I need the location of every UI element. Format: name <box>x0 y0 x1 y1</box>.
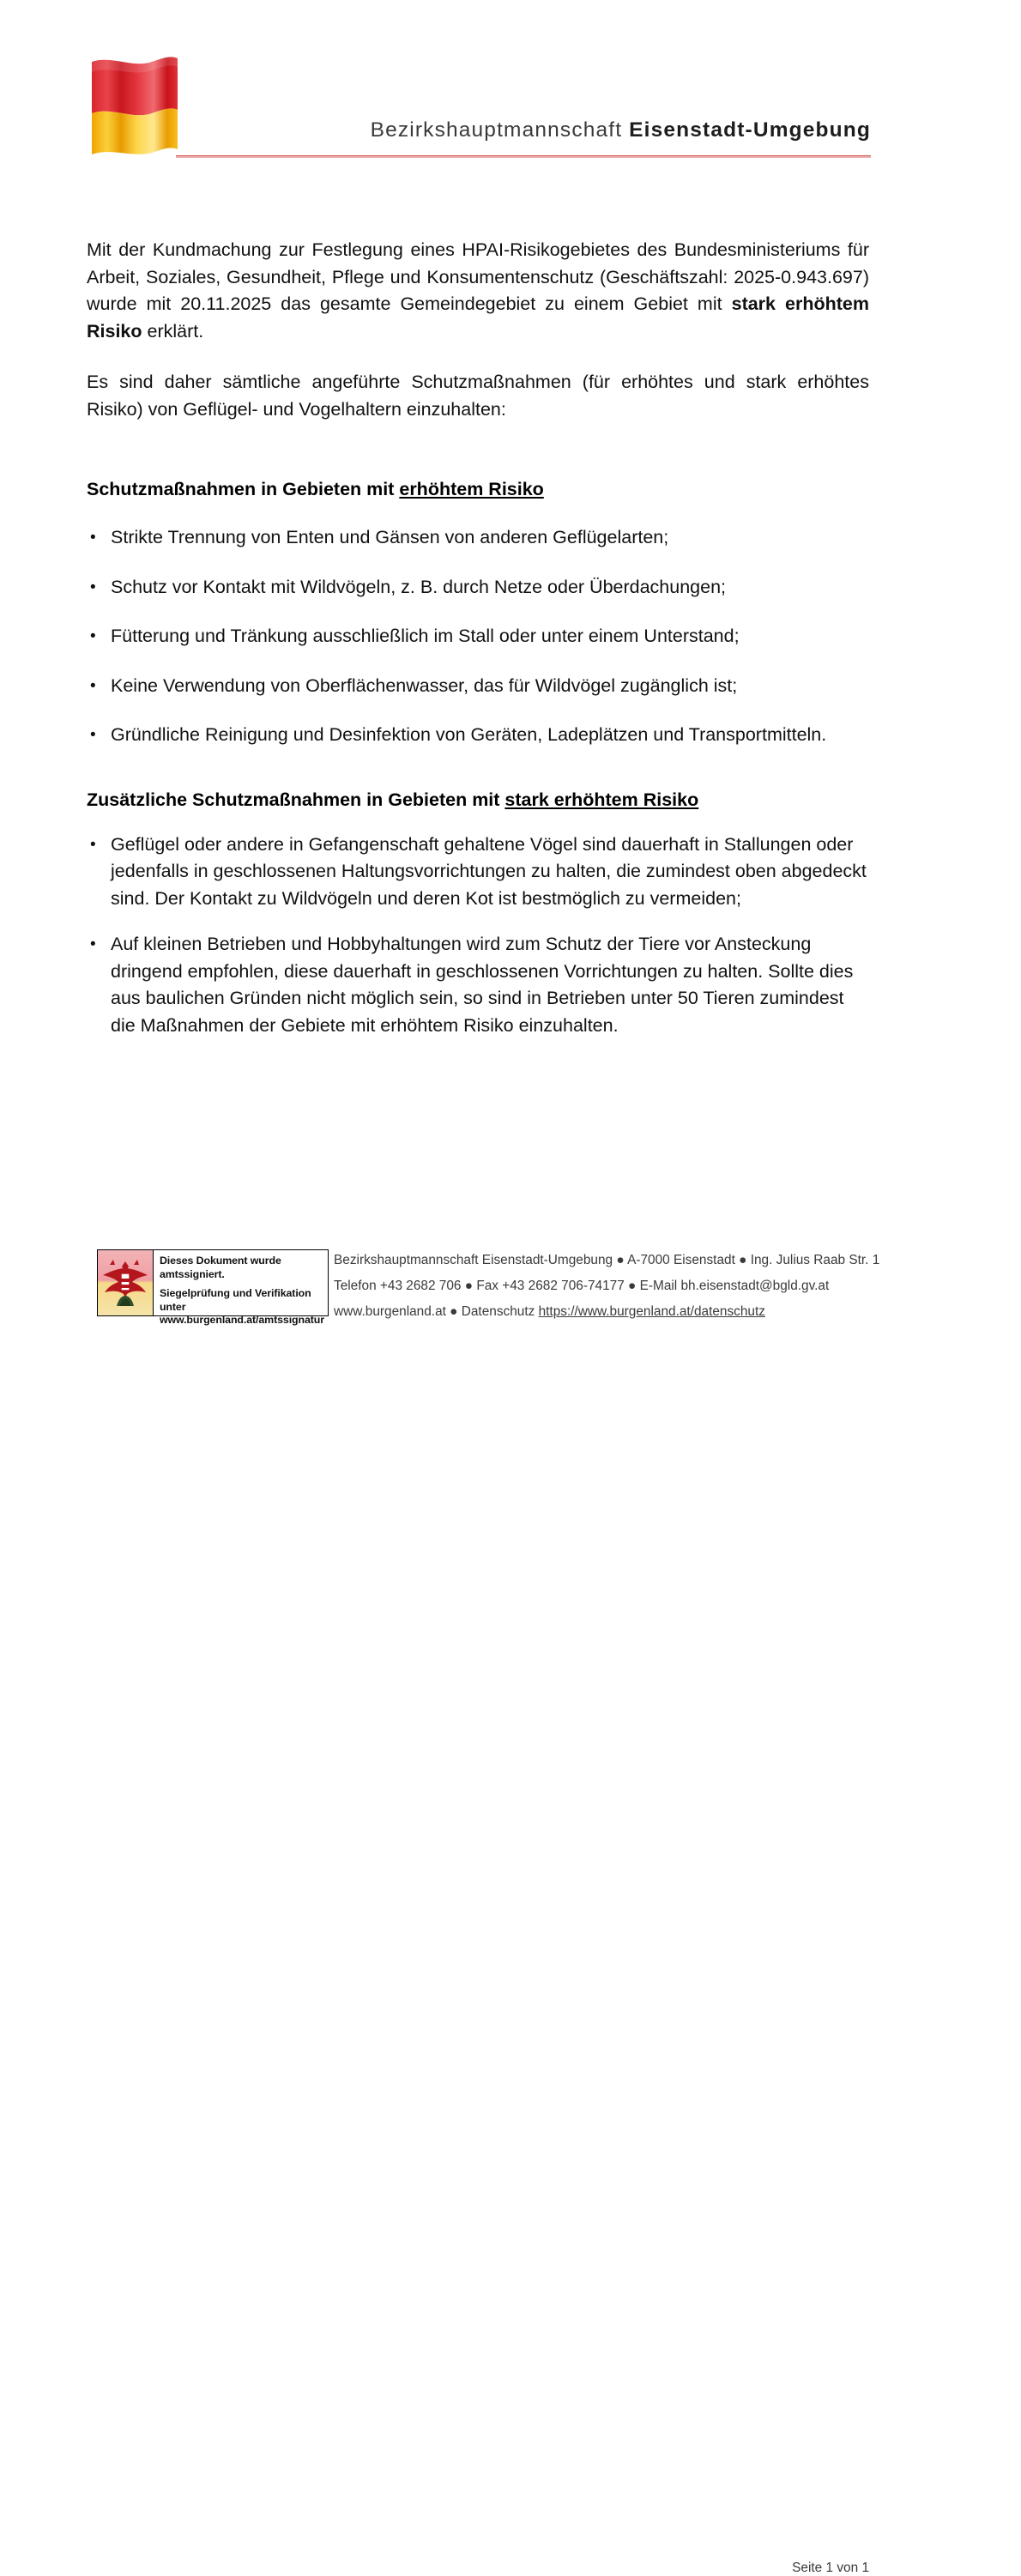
page-title <box>189 120 871 142</box>
header-divider <box>176 155 871 158</box>
spacer <box>87 345 869 369</box>
measures-list-stark-erhoehtes-risiko <box>87 831 869 1040</box>
section2-heading-plain: Zusätzliche Schutzmaßnahmen in Gebieten mit <box>87 789 505 810</box>
section1-heading-plain: Schutzmaßnahmen in Gebieten mit <box>87 479 400 499</box>
footer-phone-line: Telefon +43 2682 706 ● Fax +43 2682 706-74177 ● E-Mail bh.eisenstadt@bgld.gv.at <box>334 1279 830 1293</box>
list-item: • Strikte Trennung von Enten und Gänsen von anderen Geflügelarten; <box>87 524 869 552</box>
list-item: • Auf kleinen Betrieben und Hobbyhaltungen wird zum Schutz der Tiere vor Ansteckung dringend empfohlen, diese dauerhaft in geschlossenen Vorrichtungen zu halten. Sollte dies aus baulichen Gründen nicht möglich sein, so sind in Betrieben unter 50 Tieren zumindest die Maßnahmen der Gebiete mit erhöhtem Risiko einzuhalten. <box>87 931 869 1039</box>
list-item: • Keine Verwendung von Oberflächenwasser, das für Wildvögel zugänglich ist; <box>87 673 869 700</box>
section2-heading-underlined: stark erhöhtem Risiko <box>504 789 699 810</box>
footer-web-prefix: www.burgenland.at ● Datenschutz <box>334 1304 539 1319</box>
section-heading-stark-erhoehtes-risiko <box>87 787 869 813</box>
list-item: • Fütterung und Tränkung ausschließlich im Stall oder unter einem Unterstand; <box>87 623 869 650</box>
burgenland-flag-icon <box>87 53 183 158</box>
list-item: • Geflügel oder andere in Gefangenschaft gehaltene Vögel sind dauerhaft in Stallungen oder jedenfalls in geschlossenen Haltungsvorrichtungen zu halten, die zumindest oben abgedeckt sind. Der Kontakt zu Wildvögeln und deren Kot ist bestmöglich zu vermeiden; <box>87 831 869 913</box>
measures-list-erhoehtes-risiko <box>87 524 869 749</box>
intro-paragraph <box>87 237 869 345</box>
signature-text <box>154 1250 328 1326</box>
datenschutz-link[interactable]: https://www.burgenland.at/datenschutz <box>538 1304 765 1319</box>
list-item: • Gründliche Reinigung und Desinfektion von Geräten, Ladeplätzen und Transportmitteln. <box>87 722 869 749</box>
official-signature-box <box>97 1249 329 1326</box>
footer-contact-block <box>334 1248 883 1325</box>
intro-paragraph-part2: erklärt. <box>142 320 204 342</box>
footer-address-line: Bezirkshauptmannschaft Eisenstadt-Umgebung ● A-7000 Eisenstadt ● Ing. Julius Raab Str. 1 <box>334 1253 880 1267</box>
header-title-bold: Eisenstadt-Umgebung <box>629 118 871 142</box>
document-header <box>0 0 1021 172</box>
section-heading-erhoehtes-risiko <box>87 476 869 502</box>
list-item: • Schutz vor Kontakt mit Wildvögeln, z. B. durch Netze oder Überdachungen; <box>87 574 869 602</box>
signature-line-3: www.burgenland.at/amtssignatur <box>159 1314 324 1326</box>
section1-heading-underlined: erhöhtem Risiko <box>399 479 544 499</box>
footer-web-line <box>334 1299 883 1325</box>
signature-line-1: Dieses Dokument wurde amtssigniert. <box>159 1255 281 1280</box>
spacer <box>87 423 869 476</box>
document-body <box>87 237 869 1039</box>
spacer <box>87 749 869 787</box>
signature-line-2: Siegelprüfung und Verifikation unter <box>159 1287 311 1313</box>
coat-of-arms-icon <box>98 1250 154 1315</box>
header-title-regular: Bezirkshauptmannschaft <box>370 118 630 142</box>
second-paragraph: Es sind daher sämtliche angeführte Schutzmaßnahmen (für erhöhtes und stark erhöhtes Risiko) von Geflügel- und Vogelhaltern einzuhalten: <box>87 372 869 420</box>
intro-paragraph-part1: Mit der Kundmachung zur Festlegung eines HPAI-Risikogebietes des Bundesministeriums für Arbeit, Soziales, Gesundheit, Pflege und Konsumentenschutz (Geschäftszahl: 2025-0.943.697) wurde mit 20.11.2025 das gesamte Gemeindegebiet zu einem Gebiet mit <box>87 239 869 314</box>
page-number: Seite 1 von 1 <box>792 2561 869 2575</box>
intro-paragraph-emphasis: stark erhöhtem Risiko <box>87 293 869 342</box>
